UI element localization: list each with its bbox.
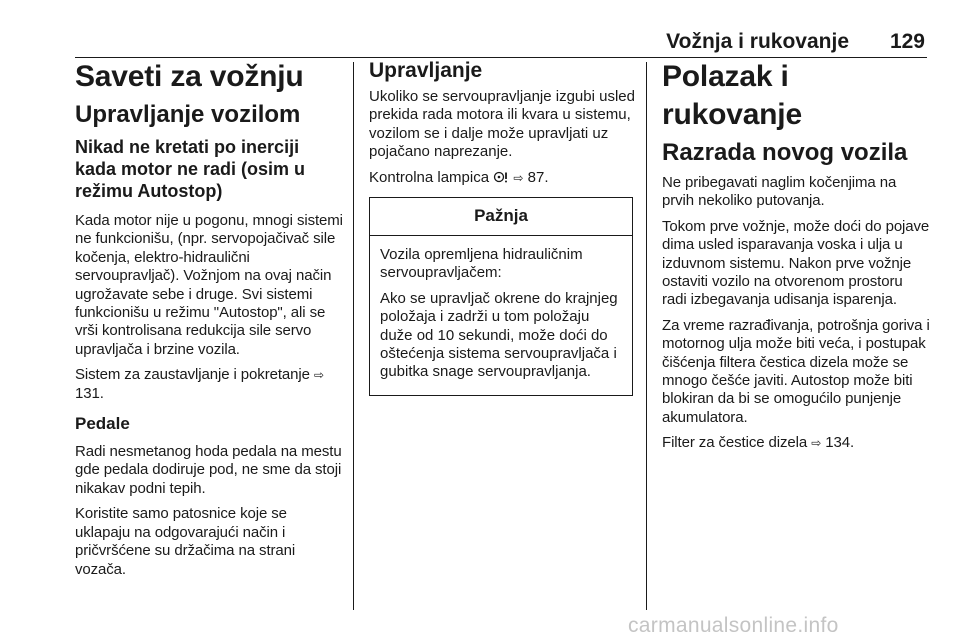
paragraph-with-ref: [662, 434, 930, 452]
paragraph-text: Filter za čestice dizela: [662, 434, 808, 452]
warning-paragraph: Ako se upravljač okrene do krajnjeg položaja i zadrži u tom položaju duže od 10 sekundi, može doći do oštećenja sistema servoupravljača i gubitka snage servoupravljanja.: [380, 289, 618, 381]
page-reference[interactable]: 87.: [527, 168, 549, 186]
paragraph-with-ref: [75, 366, 345, 403]
paragraph: Za vreme razrađivanja, potrošnja goriva i motornog ulja može biti veća, i postupak čišćenja filtera čestica dizela može se mnogo češće javiti. Autostop može biti blokiran da bi se omogućilo punjenje akumulatora.: [662, 316, 930, 426]
paragraph: Tokom prve vožnje, može doći do pojave dima usled isparavanja voska i ulja u izduvnom sistemu. Nakon prve vožnje ostaviti vozilo na otvorenom prostoru radi izbegavanja udisanja isparenja.: [662, 217, 930, 309]
column-3: [662, 58, 930, 460]
paragraph: Radi nesmetanog hoda pedala na mestu gde pedala dodiruje pod, ne sme da stoji nikakav podni tepih.: [75, 443, 342, 497]
warning-box: [369, 197, 633, 396]
warning-body: [370, 236, 632, 395]
paragraph-with-ref: [369, 169, 635, 187]
watermark: carmanualsonline.info: [628, 614, 839, 637]
section-subtitle: Razrada novog vozila: [662, 139, 908, 166]
column-2: [369, 58, 635, 396]
page-reference[interactable]: 134.: [825, 434, 855, 452]
header-title: Vožnja i rukovanje: [666, 30, 849, 53]
page-reference[interactable]: 131.: [75, 384, 104, 402]
section-subtitle: Upravljanje vozilom: [75, 101, 301, 128]
column-divider-2: [646, 62, 647, 610]
section-title: Polazak i rukovanje: [662, 60, 802, 131]
steering-warning-lamp-icon: [493, 169, 513, 186]
warning-title: Pažnja: [370, 198, 632, 236]
page-reference-arrow-icon: ⇨: [313, 368, 324, 383]
subsection-heading: Nikad ne kretati po inerciji kada motor ne radi (osim u režimu Autostop): [75, 137, 306, 201]
page-header: [75, 30, 927, 56]
column-divider-1: [353, 62, 354, 610]
page-reference-arrow-icon: ⇨: [513, 170, 524, 185]
subsection-heading-pedale: Pedale: [75, 414, 130, 434]
section-title: Saveti za vožnju: [75, 60, 304, 93]
page-reference-arrow-icon: ⇨: [811, 436, 822, 451]
column-1: [75, 58, 345, 586]
paragraph: Kada motor nije u pogonu, mnogi sistemi ne funkcionišu, (npr. servopojačivač sile kočenja, elektro-hidraulični servoupravljač). Vožnjom na ovaj način ugrožavate sebe i druge. Svi sistemi funkcionišu u režimu "Autostop", ali se vrši kontrolisana redukcija sile servo upravljača i brzine vozila.: [75, 212, 343, 358]
warning-paragraph: Vozila opremljena hidrauličnim servoupravljačem:: [380, 246, 583, 282]
page-number: 129: [889, 30, 925, 53]
paragraph-text: Kontrolna lampica: [369, 168, 490, 186]
section-title: Upravljanje: [369, 59, 483, 82]
paragraph: Ukoliko se servoupravljanje izgubi usled prekida rada motora ili kvara u sistemu, vozilom se i dalje može upravljati uz pojačano naprezanje.: [369, 88, 635, 161]
paragraph: Koristite samo patosnice koje se uklapaju na odgovarajući način i pričvršćene su držačima na strani vozača.: [75, 505, 296, 578]
paragraph-text: Sistem za zaustavljanje i pokretanje: [75, 366, 310, 384]
paragraph: Ne pribegavati naglim kočenjima na prvih nekoliko putovanja.: [662, 174, 897, 210]
